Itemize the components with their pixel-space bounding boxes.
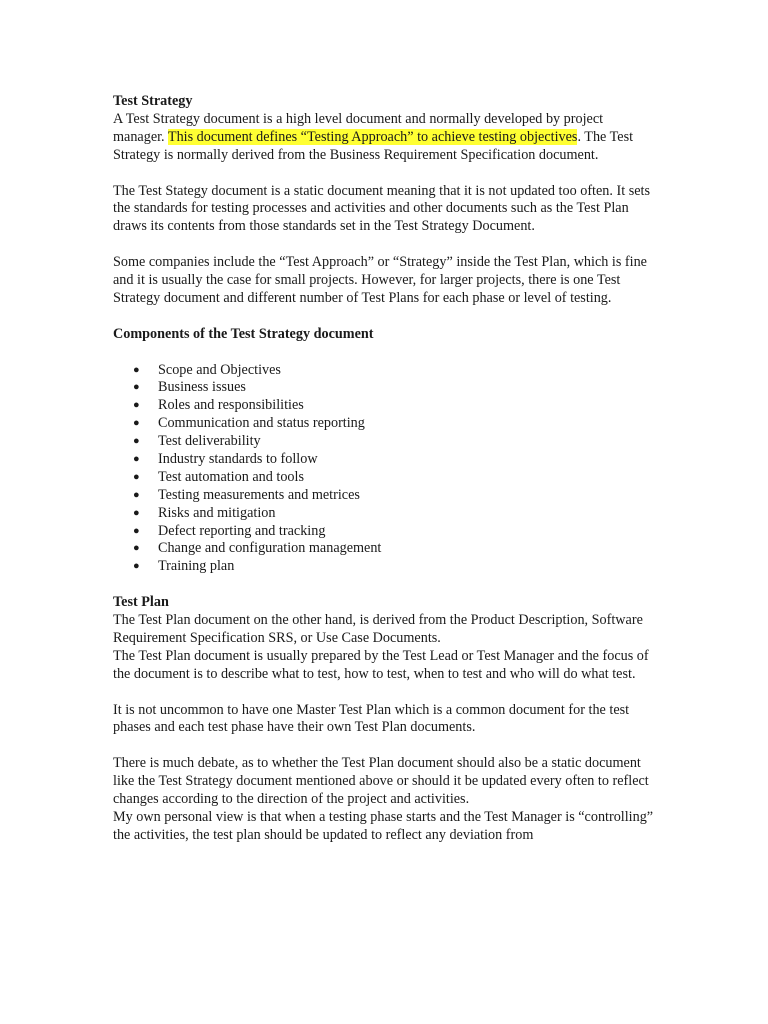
list-item-label: Roles and responsibilities: [158, 397, 304, 414]
list-item-label: Testing measurements and metrices: [158, 486, 360, 503]
plan-paragraph-4: There is much debate, as to whether the Test Plan document should also be a static document like the Test Strategy document mentioned above or should it be updated every often to reflect changes according to the direction of the project and activities.: [113, 755, 649, 808]
bullet-icon: ●: [133, 542, 140, 555]
document-page: [113, 93, 658, 845]
list-item-label: Communication and status reporting: [158, 415, 365, 432]
list-item-label: Test deliverability: [158, 433, 261, 450]
list-item: [113, 540, 658, 558]
bullet-icon: ●: [133, 399, 140, 412]
list-item-label: Scope and Objectives: [158, 361, 281, 378]
test-strategy-heading: Test Strategy: [113, 93, 193, 109]
plan-paragraph-5: My own personal view is that when a testing phase starts and the Test Manager is “controlling” the activities, the test plan should be updated to reflect any deviation from: [113, 808, 654, 843]
bullet-icon: ●: [133, 560, 140, 573]
plan-paragraph-2: The Test Plan document is usually prepared by the Test Lead or Test Manager and the focus of the document is to describe what to test, how to test, when to test and who will do what test.: [113, 647, 649, 682]
plan-paragraph-3: It is not uncommon to have one Master Test Plan which is a common document for the test phases and each test phase have their own Test Plan documents.: [113, 701, 630, 736]
list-item: [113, 469, 658, 487]
list-item-label: Training plan: [158, 558, 235, 575]
list-item-label: Business issues: [158, 379, 246, 396]
list-item-label: Industry standards to follow: [158, 450, 318, 467]
list-item-label: Test automation and tools: [158, 468, 304, 485]
highlighted-text: This document defines “Testing Approach” to achieve testing objectives: [167, 128, 578, 145]
bullet-icon: ●: [133, 363, 140, 376]
strategy-paragraph-1: [113, 111, 658, 165]
bullet-icon: ●: [133, 488, 140, 501]
bullet-icon: ●: [133, 506, 140, 519]
list-item-label: Change and configuration management: [158, 540, 382, 557]
list-item: [113, 505, 658, 523]
strategy-p1-text-end: . The Test Strategy is normally derived from the Business Requirement Specification document.: [113, 128, 634, 163]
list-item: [113, 523, 658, 541]
strategy-paragraph-2: The Test Stategy document is a static document meaning that it is not updated too often. It sets the standards for testing processes and activities and other documents such as the Test Plan draws its contents from those standards set in the Test Strategy Document.: [113, 182, 650, 235]
bullet-icon: ●: [133, 470, 140, 483]
list-item: [113, 397, 658, 415]
plan-paragraph-1: The Test Plan document on the other hand, is derived from the Product Description, Software Requirement Specification SRS, or Use Case Documents.: [113, 612, 643, 646]
strategy-paragraph-3: Some companies include the “Test Approach” or “Strategy” inside the Test Plan, which is fine and it is usually the case for small projects. However, for larger projects, there is one Test Strategy document and different number of Test Plans for each phase or level of testing.: [113, 254, 647, 306]
list-item: [113, 487, 658, 505]
list-item-label: Defect reporting and tracking: [158, 522, 326, 539]
list-item: [113, 433, 658, 451]
bullet-icon: ●: [133, 452, 140, 465]
strategy-p1-text: A Test Strategy document is a high level document and normally developed by project manager.: [113, 110, 604, 145]
bullet-icon: ●: [133, 524, 140, 537]
list-item-label: Risks and mitigation: [158, 504, 276, 521]
bullet-icon: ●: [133, 381, 140, 394]
bullet-icon: ●: [133, 417, 140, 430]
components-heading: Components of the Test Strategy document: [113, 325, 374, 342]
list-item: [113, 362, 658, 380]
list-item: [113, 379, 658, 397]
bullet-icon: ●: [133, 435, 140, 448]
list-item: [113, 558, 658, 576]
list-item: [113, 415, 658, 433]
components-list: [113, 362, 658, 577]
list-item: [113, 451, 658, 469]
test-plan-heading: Test Plan: [113, 594, 169, 611]
